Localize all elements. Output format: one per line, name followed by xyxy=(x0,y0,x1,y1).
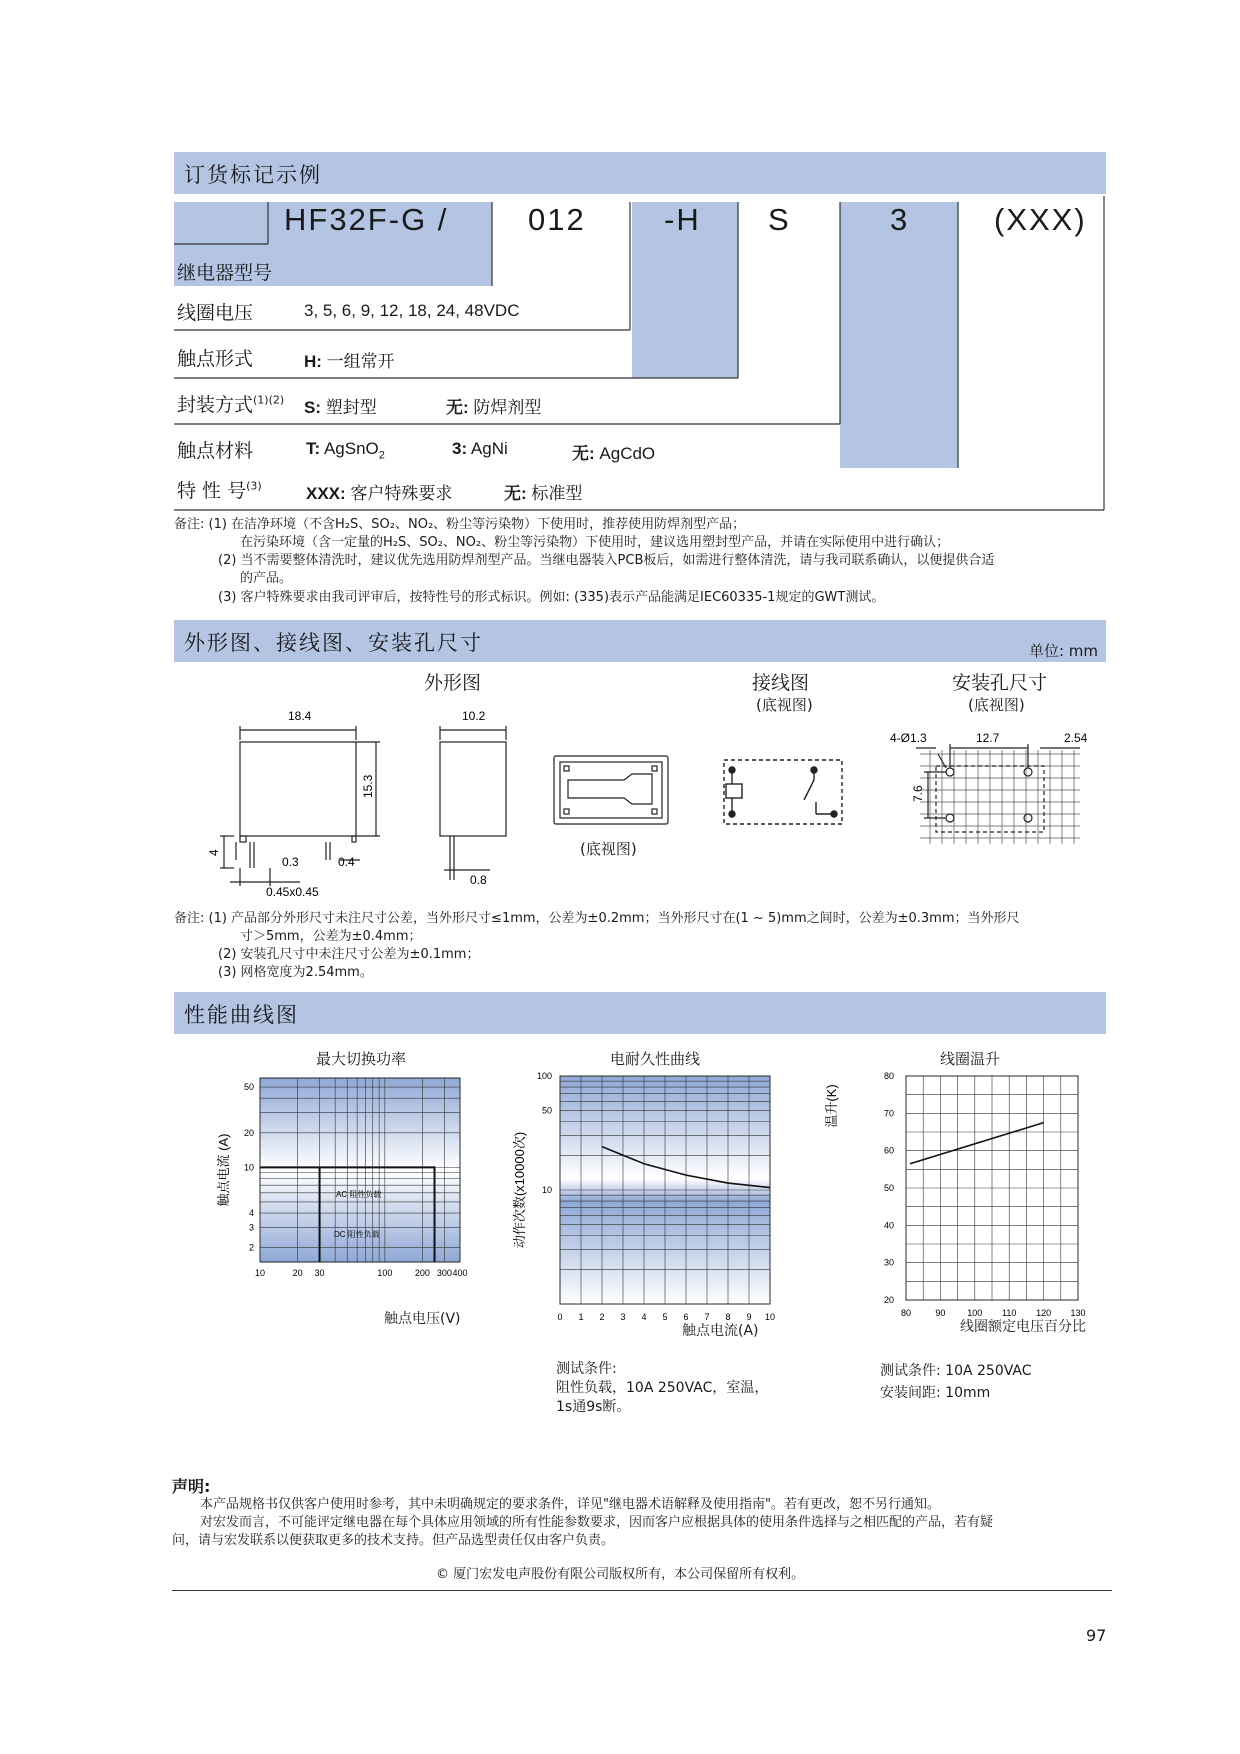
y-tick-label: 3 xyxy=(248,1222,254,1233)
code-contact-material: 3 xyxy=(890,202,910,237)
x-tick-label: 110 xyxy=(1002,1308,1017,1318)
unit-label: 单位: mm xyxy=(1028,642,1098,660)
outline-drawing xyxy=(200,700,520,900)
chart3-ylabel: 温升(K) xyxy=(824,1084,839,1128)
x-tick-label: 0 xyxy=(557,1312,563,1322)
x-tick-label: 100 xyxy=(967,1308,983,1318)
chart-electrical-endurance xyxy=(510,1066,780,1326)
x-tick-label: 3 xyxy=(620,1312,626,1322)
y-tick-label: 80 xyxy=(883,1071,894,1081)
note1-line2: 在污染环境（含一定量的H₂S、SO₂、NO₂、粉尘等污染物）下使用时，建议选用塑封型产品，并请在实际使用中进行确认； xyxy=(240,535,950,550)
code-contact-form: -H xyxy=(664,202,701,237)
code-special: (XXX) xyxy=(994,202,1087,237)
x-tick-label: 300 xyxy=(436,1268,452,1278)
x-tick-label: 9 xyxy=(746,1312,752,1322)
dim-pitch: 12.7 xyxy=(976,731,1000,745)
y-tick-label: 4 xyxy=(248,1208,254,1219)
outline-caption: 外形图 xyxy=(424,672,482,694)
special-value-none: 无: 标准型 xyxy=(504,484,583,503)
note2-line1: 备注: (1) 产品部分外形尺寸未注尺寸公差，当外形尺寸≤1mm，公差为±0.2mm；当外形尺寸在(1 ~ 5)mm之间时，公差为±0.3mm；当外形尺 xyxy=(174,911,1020,926)
y-tick-label: 30 xyxy=(883,1257,894,1268)
bottom-view-drawing xyxy=(552,754,672,826)
y-tick-label: 10 xyxy=(541,1185,552,1195)
footer-divider xyxy=(172,1590,1112,1591)
mounting-holes-drawing xyxy=(880,724,1100,854)
x-tick-label: 7 xyxy=(704,1312,710,1322)
dim-pin-2: 0.4 xyxy=(338,855,355,869)
test-conditions-right: 测试条件: 10A 250VAC 安装间距: 10mm xyxy=(880,1363,1032,1401)
row-label-contact-form: 触点形式 xyxy=(177,348,254,370)
dim-pin-length: 4 xyxy=(207,849,221,856)
y-tick-label: 70 xyxy=(883,1108,894,1119)
x-tick-label: 6 xyxy=(683,1312,689,1322)
x-tick-label: 10 xyxy=(764,1312,776,1322)
declaration-line2: 对宏发而言，不可能评定继电器在每个具体应用领域的所有性能参数要求，因而客户应根据具体的使用条件选择与之相匹配的产品，若有疑 xyxy=(200,1515,994,1530)
dim-depth: 10.2 xyxy=(462,709,486,723)
x-tick-label: 200 xyxy=(414,1268,430,1278)
y-tick-label: 60 xyxy=(883,1145,894,1156)
x-tick-label: 2 xyxy=(599,1312,605,1322)
declaration-line1: 本产品规格书仅供客户使用时参考，其中未明确规定的要求条件，详见"继电器术语解释及使用指南"。若有更改，恕不另行通知。 xyxy=(200,1497,940,1512)
x-tick-label: 120 xyxy=(1036,1308,1052,1318)
enclosure-value-none: 无: 防焊剂型 xyxy=(446,398,542,417)
x-tick-label: 100 xyxy=(377,1268,393,1278)
row-label-enclosure: 封装方式$^{(1)(2)}$ xyxy=(177,393,285,416)
page-number: 97 xyxy=(1086,1626,1107,1645)
y-tick-label: 100 xyxy=(536,1071,552,1081)
y-tick-label: 20 xyxy=(243,1127,254,1138)
chart-coil-temperature xyxy=(820,1066,1100,1326)
note2-line4: (3) 网格宽度为2.54mm。 xyxy=(218,965,373,980)
chart2-ylabel: 动作次数(x10000次) xyxy=(512,1131,527,1249)
special-value-xxx: XXX: 客户特殊要求 xyxy=(306,484,453,503)
test-conditions-left: 测试条件: 阻性负载，10A 250VAC，室温， 1s通9s断。 xyxy=(556,1361,769,1415)
x-tick-label: 4 xyxy=(641,1312,647,1322)
code-enclosure: S xyxy=(768,202,791,237)
contact-form-value: H: 一组常开 xyxy=(304,352,395,371)
wiring-diagram xyxy=(722,758,844,828)
x-tick-label: 130 xyxy=(1070,1308,1086,1318)
x-tick-label: 20 xyxy=(292,1268,303,1278)
coil-voltage-values: 3, 5, 6, 9, 12, 18, 24, 48VDC xyxy=(304,301,520,320)
code-model: HF32F-G / xyxy=(284,202,449,237)
chart1-title: 最大切换功率 xyxy=(316,1050,407,1068)
dim-row-pitch: 7.6 xyxy=(911,785,925,802)
dim-height: 15.3 xyxy=(361,774,375,798)
y-tick-label: 40 xyxy=(883,1220,894,1231)
x-tick-label: 90 xyxy=(935,1308,946,1318)
y-tick-label: 2 xyxy=(248,1242,254,1253)
enclosure-value-s: S: 塑封型 xyxy=(304,398,377,417)
section-header-curves xyxy=(174,992,1106,1034)
dim-pin-section: 0.45x0.45 xyxy=(266,885,319,899)
chart-max-switching xyxy=(210,1070,470,1330)
chart2-title: 电耐久性曲线 xyxy=(610,1050,701,1068)
series-label-ac: AC 阻性负载 xyxy=(336,1190,382,1199)
note1-line3: (2) 当不需要整体清洗时，建议优先选用防焊剂型产品。当继电器装入PCB板后，如需进行整体清洗，请与我司联系确认，以便提供合适 xyxy=(218,553,995,568)
x-tick-label: 80 xyxy=(900,1308,912,1318)
y-tick-label: 50 xyxy=(243,1082,254,1093)
x-tick-label: 400 xyxy=(452,1268,468,1278)
section-title: 性能曲线图 xyxy=(184,1003,299,1027)
chart2-xlabel: 触点电流(A) xyxy=(682,1323,759,1339)
copyright: © 厦门宏发电声股份有限公司版权所有，本公司保留所有权利。 xyxy=(436,1567,805,1582)
chart3-title: 线圈温升 xyxy=(940,1050,1001,1068)
note1-line1: 备注: (1) 在洁净环境（不含H₂S、SO₂、NO₂、粉尘等污染物）下使用时，推荐使用防焊剂型产品； xyxy=(174,517,746,532)
section-title: 订货标记示例 xyxy=(184,163,322,187)
bottom-view-caption: (底视图) xyxy=(580,840,637,858)
x-tick-label: 8 xyxy=(725,1312,731,1322)
wiring-caption: 接线图 xyxy=(752,672,810,694)
material-value-3: 3: AgNi xyxy=(452,439,508,458)
note1-line4: 的产品。 xyxy=(240,571,293,586)
note1-line5: (3) 客户特殊要求由我司评审后，按特性号的形式标识。例如: (335)表示产品能满足IEC60335-1规定的GWT测试。 xyxy=(218,590,885,605)
y-tick-label: 50 xyxy=(883,1183,894,1193)
declaration-title: 声明: xyxy=(172,1477,211,1496)
material-value-t: T: AgSnO$_2$ xyxy=(306,439,385,462)
note2-line3: (2) 安装孔尺寸中未注尺寸公差为±0.1mm； xyxy=(218,947,480,962)
row-label-special: 特 性 号$^{(3)}$ xyxy=(177,479,262,502)
declaration-line3: 问，请与宏发联系以便获取更多的技术支持。但产品选型责任仅由客户负责。 xyxy=(172,1533,615,1548)
row-label-contact-material: 触点材料 xyxy=(177,440,254,462)
x-tick-label: 30 xyxy=(314,1268,325,1278)
note2-line2: 寸＞5mm，公差为±0.4mm； xyxy=(240,929,422,944)
y-tick-label: 10 xyxy=(243,1162,254,1173)
material-value-none: 无: AgCdO xyxy=(572,444,656,463)
section-title: 外形图、接线图、安装孔尺寸 xyxy=(184,631,483,655)
mounting-caption: 安装孔尺寸 xyxy=(952,672,1048,694)
dim-pin-1: 0.3 xyxy=(282,855,299,869)
chart1-ylabel: 触点电流 (A) xyxy=(216,1133,231,1207)
series-label-dc: DC 阻性负载 xyxy=(334,1230,380,1239)
y-tick-label: 20 xyxy=(883,1295,894,1305)
row-label-model: 继电器型号 xyxy=(177,262,273,284)
chart3-xlabel: 线圈额定电压百分比 xyxy=(960,1319,1086,1335)
x-tick-label: 1 xyxy=(578,1312,584,1322)
chart1-xlabel: 触点电压(V) xyxy=(384,1311,461,1327)
dim-width: 18.4 xyxy=(288,709,312,723)
mounting-subcaption: (底视图) xyxy=(968,696,1025,714)
x-tick-label: 10 xyxy=(254,1268,266,1278)
x-tick-label: 5 xyxy=(662,1312,668,1322)
dim-grid: 2.54 xyxy=(1064,731,1088,745)
dim-holes: 4-Ø1.3 xyxy=(890,731,927,745)
dim-pin-width: 0.8 xyxy=(470,873,487,887)
code-coil-voltage: 012 xyxy=(528,202,586,237)
y-tick-label: 50 xyxy=(541,1105,552,1116)
section-header-drawings xyxy=(174,620,1106,662)
wiring-subcaption: (底视图) xyxy=(756,696,813,714)
row-label-coil: 线圈电压 xyxy=(177,302,254,324)
